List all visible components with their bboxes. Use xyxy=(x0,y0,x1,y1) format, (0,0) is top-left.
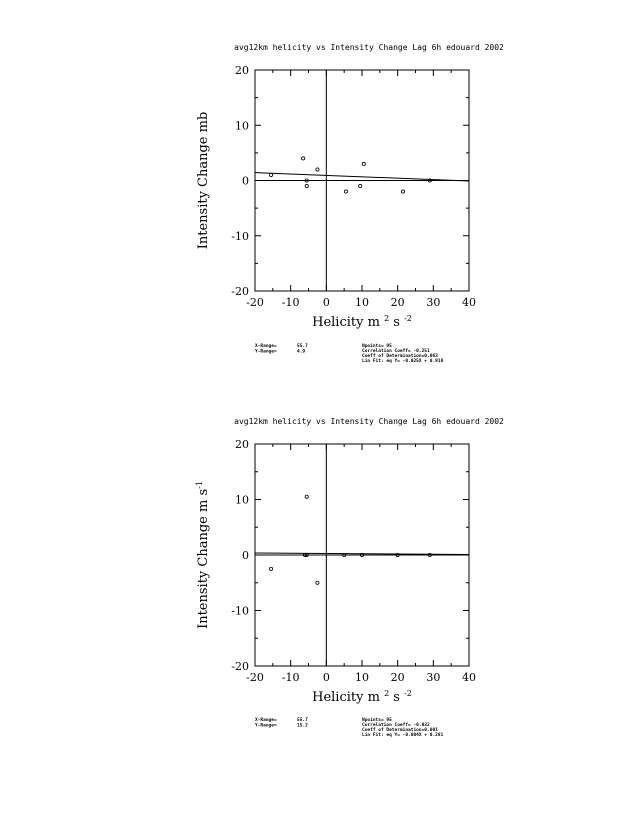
chart1-x-tick-label: -20 xyxy=(246,671,264,684)
chart1-stat-correlation: Correlation Coeff= -0.032 xyxy=(362,723,430,728)
chart1-y-tick-label: -10 xyxy=(231,604,249,618)
chart0-stat-npoints: Npoints= 95 xyxy=(362,344,392,349)
chart1-x-tick-label: 10 xyxy=(355,671,369,684)
chart1-y-axis-label-sup: -1 xyxy=(195,481,204,489)
chart0-data-point xyxy=(316,168,319,171)
chart0-x-axis-label xyxy=(312,314,412,330)
chart0-data-point xyxy=(359,184,362,187)
chart1-stat-x-range-label: X-Range= xyxy=(255,718,277,723)
chart0-data-point xyxy=(302,157,305,160)
chart0-data-point xyxy=(305,184,308,187)
chart0-stat-linfit: Lin Fit: eq Y= -0.025X + 0.918 xyxy=(362,359,444,364)
chart1-stat-y-range-value: 15.2 xyxy=(297,723,308,729)
chart0-stat-x-range-value: 55.7 xyxy=(297,344,308,349)
chart0-x-tick-label: -10 xyxy=(281,296,300,309)
chart1-data-point xyxy=(316,581,319,584)
chart0-fit-line xyxy=(255,173,469,181)
chart0-y-tick-label: 0 xyxy=(242,174,249,188)
chart1-x-axis-label xyxy=(312,689,412,705)
chart1-title: avg12km helicity vs Intensity Change Lag 6h edouard 2002 xyxy=(234,417,504,426)
chart1-data-point xyxy=(269,567,272,570)
chart0-x-axis-label-main: Helicity m xyxy=(312,315,385,330)
chart0-x-axis-label-sup2: -2 xyxy=(404,314,412,323)
chart0-data-point xyxy=(344,190,347,193)
chart1-x-tick-label: 30 xyxy=(426,671,441,684)
chart0-y-axis-label xyxy=(196,112,211,250)
chart1-y-axis-label-main: Intensity Change m s xyxy=(196,488,211,629)
chart0-stat-x-range-label: X-Range= xyxy=(255,344,277,349)
chart1-x-tick-label: 0 xyxy=(322,671,330,684)
chart0-y-tick-label: -10 xyxy=(231,229,249,243)
chart1-x-tick-label: 20 xyxy=(390,671,405,684)
chart1-y-tick-label: 10 xyxy=(235,493,249,507)
chart0-x-axis-label-sup1: 2 xyxy=(384,314,390,323)
chart0-data-point xyxy=(269,173,272,176)
chart-2 xyxy=(195,417,504,738)
chart-1 xyxy=(196,43,504,364)
chart0-stat-y-range-value: 4.9 xyxy=(297,349,306,355)
chart1-y-tick-label: 20 xyxy=(235,438,249,451)
chart1-stat-determination: Coeff of Determination=0.001 xyxy=(362,728,438,733)
chart0-x-axis-label-mid: s xyxy=(389,315,405,330)
chart1-data-point xyxy=(305,495,308,498)
chart1-x-axis-label-sup1: 2 xyxy=(384,689,390,698)
chart0-y-tick-label: 10 xyxy=(235,119,249,133)
chart0-title: avg12km helicity vs Intensity Change Lag 6h edouard 2002 xyxy=(234,43,504,52)
chart1-stat-x-range-value: 55.7 xyxy=(297,718,308,723)
chart0-x-tick-label: 20 xyxy=(390,296,405,309)
chart0-x-tick-label: 0 xyxy=(322,296,330,309)
chart1-stat-y-range-label: Y-Range= xyxy=(255,723,277,729)
chart1-y-axis-label xyxy=(195,481,211,629)
chart0-x-tick-label: 10 xyxy=(355,296,369,309)
chart0-x-tick-label: -20 xyxy=(246,296,264,309)
chart1-x-axis-label-sup2: -2 xyxy=(404,689,412,698)
chart1-y-tick-label: 0 xyxy=(242,549,249,562)
chart1-y-tick-label: -20 xyxy=(231,660,249,673)
chart1-stat-npoints: Npoints= 95 xyxy=(362,718,392,723)
chart0-data-point xyxy=(401,190,404,193)
chart1-x-axis-label-main: Helicity m xyxy=(312,690,385,705)
chart0-y-axis-label-main: Intensity Change mb xyxy=(196,111,211,250)
chart0-y-tick-label: 20 xyxy=(235,64,249,77)
chart0-stat-y-range-label: Y-Range= xyxy=(255,349,277,355)
chart0-data-point xyxy=(362,162,365,165)
chart1-stat-linfit: Lin Fit: eq Y= -0.004X + 0.281 xyxy=(362,733,444,738)
chart0-x-tick-label: 30 xyxy=(426,296,441,309)
chart1-x-tick-label: 40 xyxy=(462,671,476,684)
chart1-x-tick-label: -10 xyxy=(281,671,300,684)
chart0-stat-correlation: Correlation Coeff= -0.251 xyxy=(362,349,430,354)
chart1-x-axis-label-mid: s xyxy=(389,690,405,705)
chart0-x-tick-label: 40 xyxy=(462,296,476,309)
chart0-y-tick-label: -20 xyxy=(231,285,249,298)
chart0-stat-determination: Coeff of Determination=0.063 xyxy=(362,354,438,359)
